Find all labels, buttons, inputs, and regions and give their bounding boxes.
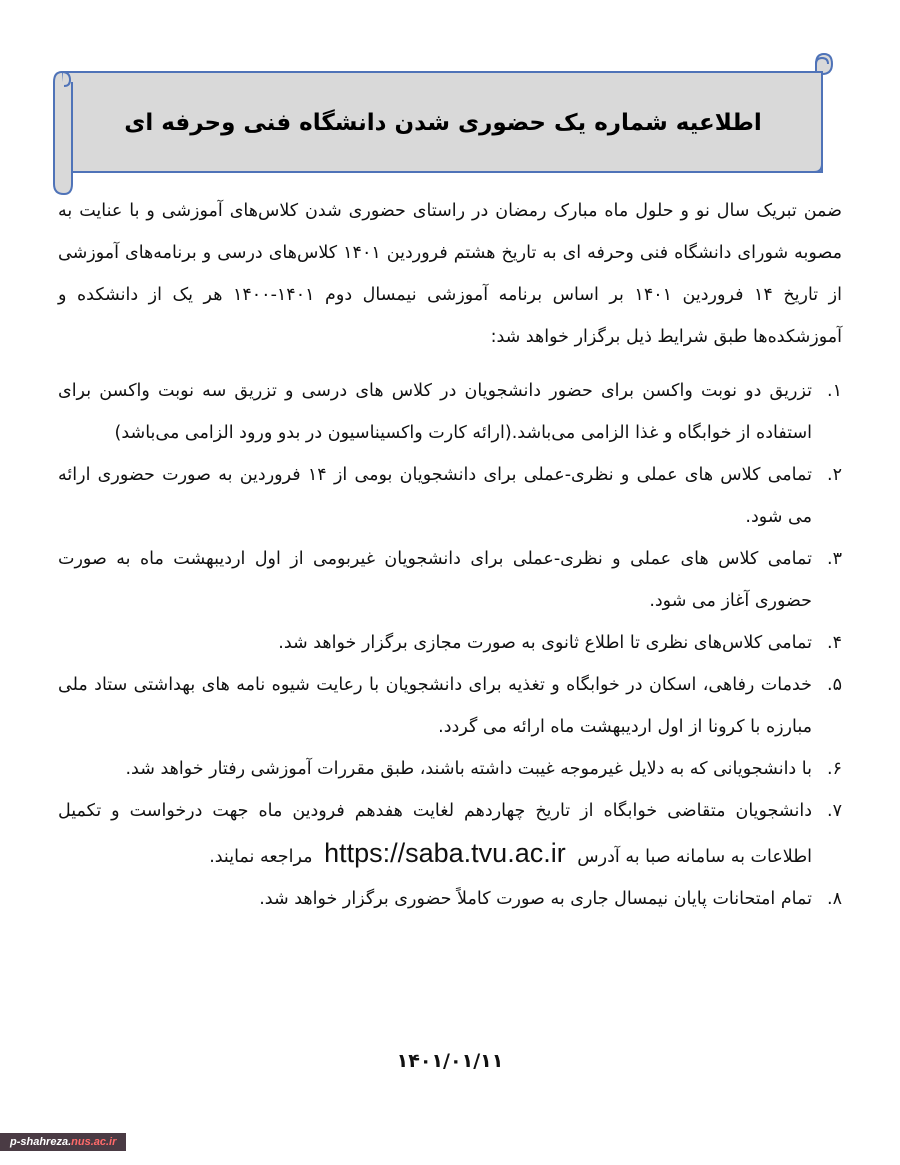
conditions-list xyxy=(58,370,842,920)
list-item: ۶. با دانشجویانی که به دلایل غیرموجه غیبت داشته باشند، طبق مقررات آموزشی رفتار خواهد شد. xyxy=(125,759,842,779)
list-item: ۸. تمام امتحانات پایان نیمسال جاری به صورت کاملاً حضوری برگزار خواهد شد. xyxy=(259,889,842,909)
announcement-date: ۱۴۰۱/۰۱/۱۱ xyxy=(396,1050,504,1072)
title-banner xyxy=(52,52,834,197)
list-item: ۳. تمامی کلاس های عملی و نظری-عملی برای دانشجویان غیربومی از اول اردیبهشت ماه به صورت حضوری آغاز می شود. xyxy=(58,549,842,611)
list-item: ۵. خدمات رفاهی، اسکان در خوابگاه و تغذیه برای دانشجویان با رعایت شیوه نامه های بهداشتی ستاد ملی مبارزه با کرونا از اول اردیبهشت ماه ارائه می گردد. xyxy=(58,675,842,737)
list-item: ۲. تمامی کلاس های عملی و نظری-عملی برای دانشجویان بومی از ۱۴ فروردین به صورت حضوری ارائه می شود. xyxy=(58,465,842,527)
intro-paragraph: ضمن تبریک سال نو و حلول ماه مبارک رمضان در راستای حضوری شدن کلاس‌های آموزشی و با عنایت به مصوبه شورای دانشگاه فنی وحرفه ای به تاریخ هشتم فروردین ۱۴۰۱ کلاس‌های درسی و برنامه‌های آموزشی از تاریخ ۱۴ فروردین ۱۴۰۱ بر اساس برنامه آموزشی نیمسال دوم ۱۴۰۱-۱۴۰۰ هر یک از دانشکده و آموزشکده‌ها طبق شرایط ذیل برگزار خواهد شد: xyxy=(58,201,843,347)
list-item: ۷. دانشجویان متقاضی خوابگاه از تاریخ چهاردهم لغایت هفدهم فرودین ماه جهت درخواست و تکمیل اطلاعات به سامانه صبا به آدرس https://saba.tvu.ac.ir مراجعه نمایند. xyxy=(58,790,842,878)
saba-url-link[interactable]: https://saba.tvu.ac.ir xyxy=(324,838,566,868)
announcement-body xyxy=(58,190,842,920)
page-title: اطلاعیه شماره یک حضوری شدن دانشگاه فنی وحرفه ای xyxy=(124,110,762,136)
list-item: ۱. تزریق دو نوبت واکسن برای حضور دانشجویان در کلاس های درسی و تزریق سه نوبت واکسن برای استفاده از خوابگاه و غذا الزامی می‌باشد.(ارائه کارت واکسیناسیون در بدو ورود الزامی می‌باشد) xyxy=(58,381,842,443)
site-watermark[interactable]: p-shahreza.nus.ac.ir xyxy=(0,1133,126,1151)
list-item: ۴. تمامی کلاس‌های نظری تا اطلاع ثانوی به صورت مجازی برگزار خواهد شد. xyxy=(278,633,842,653)
